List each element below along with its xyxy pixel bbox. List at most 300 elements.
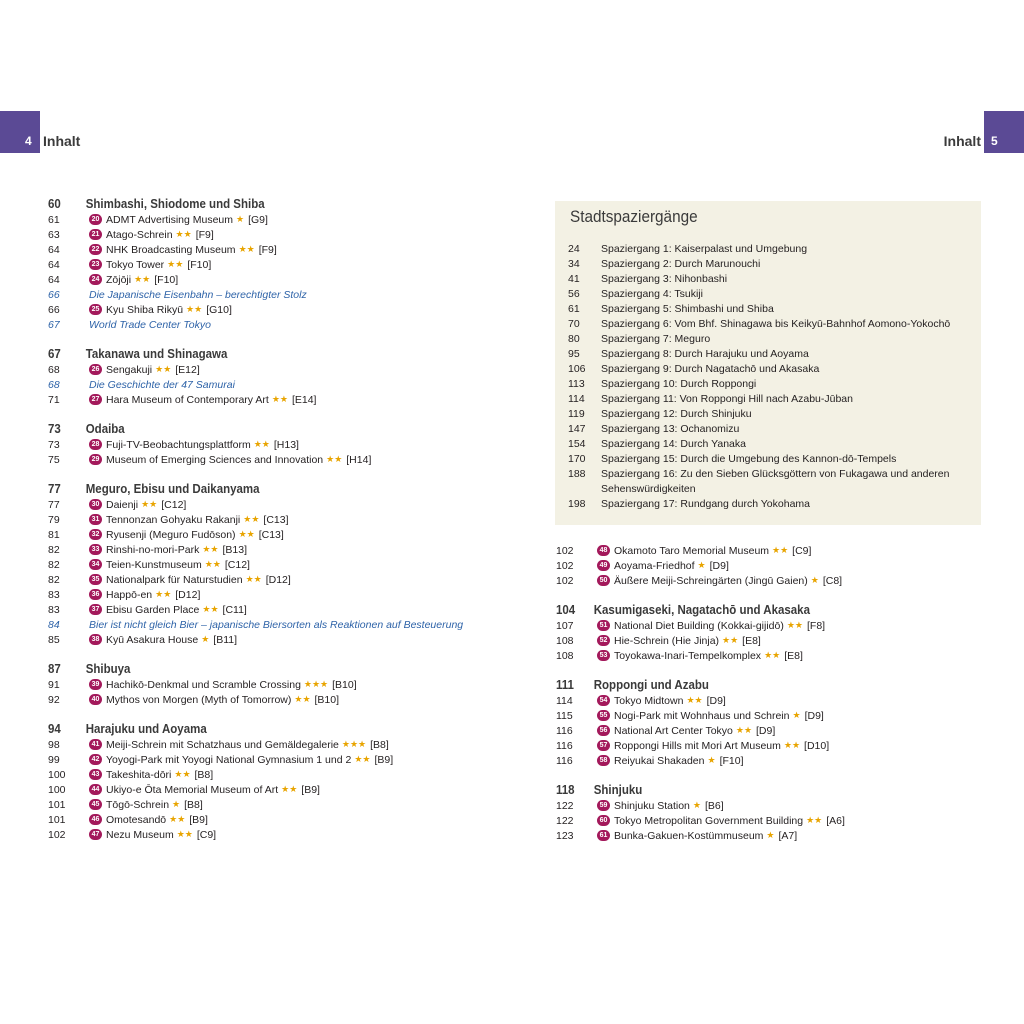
entry-title: Nogi-Park mit Wohnhaus und Schrein	[614, 709, 790, 722]
map-grid-ref: [E14]	[291, 393, 317, 406]
rating-stars: ★★	[174, 769, 191, 779]
sight-number-marker: 43	[89, 769, 102, 780]
walk-item[interactable]	[568, 362, 973, 377]
sight-number-marker: 33	[89, 544, 102, 555]
walk-item[interactable]	[568, 392, 973, 407]
page-number-left: 4	[25, 134, 32, 148]
walk-title: Spaziergang 1: Kaiserpalast und Umgebung	[601, 243, 808, 255]
entry-title: Ebisu Garden Place	[106, 603, 200, 616]
entry-page: 73	[48, 438, 60, 451]
entry-page: 114	[556, 694, 573, 707]
walk-item[interactable]	[568, 377, 973, 392]
rating-stars: ★★	[134, 274, 151, 284]
entry-title: Tennonzan Gohyaku Rakanji	[106, 513, 241, 526]
toc-entry-row[interactable]	[48, 572, 508, 587]
rating-stars: ★★	[169, 814, 186, 824]
rating-stars: ★	[697, 560, 706, 570]
entry-page: 81	[48, 528, 60, 541]
map-grid-ref: [E8]	[742, 634, 761, 647]
sight-number-marker: 46	[89, 814, 102, 825]
walk-title: Spaziergang 7: Meguro	[601, 333, 711, 345]
rating-stars: ★★	[155, 364, 172, 374]
rating-stars: ★	[172, 799, 181, 809]
walk-page: 70	[568, 318, 580, 330]
toc-entry-row[interactable]	[48, 512, 508, 527]
map-grid-ref: [A7]	[778, 829, 798, 842]
toc-entry-row[interactable]	[556, 798, 986, 813]
entry-page: 100	[48, 783, 66, 796]
toc-entry-row[interactable]	[48, 812, 508, 827]
entry-page: 108	[556, 649, 574, 662]
entry-title: Aoyama-Friedhof	[614, 559, 695, 572]
section-title: Takanawa und Shinagawa	[85, 347, 228, 361]
toc-entry-row[interactable]	[48, 737, 508, 752]
walk-title: Spaziergang 9: Durch Nagatachō und Akasaka	[601, 363, 820, 375]
map-grid-ref: [H14]	[346, 453, 372, 466]
entry-page: 102	[556, 574, 574, 587]
entry-page: 64	[48, 258, 60, 271]
entry-title: Ryusenji (Meguro Fudōson)	[106, 528, 236, 541]
rating-stars: ★★	[764, 650, 781, 660]
walk-title: Spaziergang 8: Durch Harajuku und Aoyama	[601, 348, 809, 360]
toc-entry-row[interactable]	[48, 767, 508, 782]
rating-stars: ★	[236, 214, 245, 224]
rating-stars: ★	[792, 710, 801, 720]
sight-number-marker: 25	[89, 304, 102, 315]
sight-number-marker: 23	[89, 259, 102, 270]
toc-note-row[interactable]	[48, 287, 508, 302]
rating-stars: ★★	[772, 545, 789, 555]
entry-page: 79	[48, 513, 60, 526]
entry-title: Die Geschichte der 47 Samurai	[89, 378, 235, 391]
entry-page: 107	[556, 619, 574, 632]
rating-stars: ★	[766, 830, 775, 840]
map-grid-ref: [E12]	[175, 363, 200, 376]
map-grid-ref: [F10]	[719, 754, 744, 767]
toc-note-row[interactable]	[48, 317, 508, 332]
entry-page: 102	[48, 828, 66, 841]
entry-page: 116	[556, 739, 573, 752]
walk-page: 61	[568, 303, 580, 315]
map-grid-ref: [B9]	[301, 783, 320, 796]
rating-stars: ★★	[238, 529, 255, 539]
toc-entry-row[interactable]	[556, 828, 986, 843]
entry-page: 116	[556, 724, 573, 737]
rating-stars: ★★	[245, 574, 262, 584]
sight-number-marker: 20	[89, 214, 102, 225]
entry-page: 108	[556, 634, 574, 647]
toc-entry-row[interactable]	[48, 602, 508, 617]
entry-title: Hachikō-Denkmal und Scramble Crossing	[106, 678, 301, 691]
map-grid-ref: [D9]	[804, 709, 824, 722]
map-grid-ref: [B8]	[370, 738, 389, 751]
section-page: 118	[556, 783, 575, 797]
map-grid-ref: [C12]	[224, 558, 250, 571]
map-grid-ref: [F9]	[195, 228, 214, 241]
toc-section	[48, 196, 508, 332]
map-grid-ref: [C8]	[822, 574, 843, 587]
map-grid-ref: [B9]	[189, 813, 208, 826]
walk-page: 34	[568, 258, 580, 270]
walk-item[interactable]	[568, 272, 973, 287]
running-header-left: Inhalt	[43, 133, 81, 149]
rating-stars: ★★★	[303, 679, 329, 689]
walk-title: Spaziergang 3: Nihonbashi	[601, 273, 728, 285]
sight-number-marker: 56	[597, 725, 610, 736]
entry-page: 101	[48, 798, 66, 811]
rating-stars: ★★	[786, 620, 803, 630]
walk-item[interactable]	[568, 497, 973, 512]
section-heading	[48, 661, 471, 677]
map-grid-ref: [D12]	[175, 588, 201, 601]
toc-entry-row[interactable]	[48, 227, 508, 242]
section-title: Roppongi und Azabu	[593, 678, 709, 692]
toc-note-row[interactable]	[48, 617, 508, 632]
toc-entry-row[interactable]	[48, 242, 508, 257]
entry-title: Teien-Kunstmuseum	[106, 558, 202, 571]
section-heading	[48, 346, 471, 362]
entry-title: Ukiyo-e Ōta Memorial Museum of Art	[106, 783, 279, 796]
map-grid-ref: [D12]	[265, 573, 291, 586]
section-title: Shimbashi, Shiodome und Shiba	[85, 197, 265, 211]
toc-note-row[interactable]	[48, 377, 508, 392]
toc-section	[48, 721, 508, 842]
toc-entry-row[interactable]	[48, 632, 508, 647]
section-title: Shinjuku	[593, 783, 643, 797]
map-grid-ref: [G10]	[206, 303, 232, 316]
walk-item[interactable]	[568, 287, 973, 302]
walk-title: Spaziergang 13: Ochanomizu	[601, 423, 740, 435]
toc-entry-row[interactable]	[48, 497, 508, 512]
entry-page: 75	[48, 453, 60, 466]
toc-left-column	[48, 196, 508, 856]
map-grid-ref: [B8]	[184, 798, 203, 811]
entry-title: Die Japanische Eisenbahn – berechtigter Stolz	[89, 288, 307, 301]
toc-entry-row[interactable]	[48, 437, 508, 452]
map-grid-ref: [B8]	[194, 768, 214, 781]
page-tab-right	[984, 111, 1024, 153]
map-grid-ref: [E8]	[784, 649, 803, 662]
walk-item[interactable]	[568, 317, 973, 332]
entry-title: Tokyo Tower	[106, 258, 165, 271]
entry-title: Hara Museum of Contemporary Art	[106, 393, 269, 406]
toc-entry-row[interactable]	[48, 587, 508, 602]
toc-section	[48, 661, 508, 707]
walk-page: 56	[568, 288, 580, 300]
walk-page: 119	[568, 408, 585, 420]
rating-stars: ★★	[141, 499, 158, 509]
rating-stars: ★	[707, 755, 716, 765]
map-grid-ref: [F9]	[258, 243, 277, 256]
walk-item[interactable]	[568, 422, 973, 437]
map-grid-ref: [G9]	[248, 213, 268, 226]
walk-page: 80	[568, 333, 580, 345]
section-title: Harajuku und Aoyama	[85, 722, 207, 736]
entry-page: 102	[556, 559, 574, 572]
page-number-right: 5	[991, 134, 998, 148]
map-grid-ref: [B10]	[332, 678, 357, 691]
running-header-right: Inhalt	[943, 133, 981, 149]
section-page: 67	[48, 347, 61, 361]
sight-number-marker: 51	[597, 620, 610, 631]
entry-title: Rinshi-no-mori-Park	[106, 543, 200, 556]
section-title: Odaiba	[85, 422, 125, 436]
entry-page: 82	[48, 573, 60, 586]
section-page: 104	[556, 603, 576, 617]
sight-number-marker: 54	[597, 695, 610, 706]
walk-item[interactable]	[568, 332, 973, 347]
entry-page: 92	[48, 693, 60, 706]
rating-stars: ★★	[354, 754, 371, 764]
sight-number-marker: 29	[89, 454, 102, 465]
map-grid-ref: [C9]	[196, 828, 217, 841]
walk-title: Spaziergang 14: Durch Yanaka	[601, 438, 746, 450]
sight-number-marker: 24	[89, 274, 102, 285]
walk-item[interactable]	[568, 347, 973, 362]
map-grid-ref: [B13]	[222, 543, 248, 556]
sight-number-marker: 35	[89, 574, 102, 585]
entry-page: 83	[48, 588, 60, 601]
rating-stars: ★★	[202, 544, 219, 554]
toc-entry-row[interactable]	[556, 648, 986, 663]
toc-entry-row[interactable]	[48, 557, 508, 572]
entry-title: Nationalpark für Naturstudien	[106, 573, 243, 586]
walk-title: Spaziergang 4: Tsukiji	[601, 288, 703, 300]
toc-entry-row[interactable]	[556, 753, 986, 768]
map-grid-ref: [F10]	[154, 273, 179, 286]
toc-entry-row[interactable]	[48, 452, 508, 467]
toc-entry-row[interactable]	[556, 813, 986, 828]
section-heading	[48, 481, 471, 497]
map-grid-ref: [B10]	[314, 693, 340, 706]
rating-stars: ★★★	[341, 739, 367, 749]
walk-item[interactable]	[568, 467, 973, 497]
entry-title: Yoyogi-Park mit Yoyogi National Gymnasium 1 und 2	[106, 753, 352, 766]
walks-title: Stadtspaziergänge	[570, 207, 698, 226]
sight-number-marker: 22	[89, 244, 102, 255]
sight-number-marker: 60	[597, 815, 610, 826]
sight-number-marker: 47	[89, 829, 102, 840]
sight-number-marker: 57	[597, 740, 610, 751]
walk-item[interactable]	[568, 302, 973, 317]
entry-page: 83	[48, 603, 60, 616]
walk-title: Spaziergang 11: Von Roppongi Hill nach Azabu-Jūban	[601, 393, 853, 405]
toc-entry-row[interactable]	[48, 302, 508, 317]
entry-title: Okamoto Taro Memorial Museum	[614, 544, 770, 557]
map-grid-ref: [D9]	[709, 559, 729, 572]
rating-stars: ★★	[735, 725, 753, 735]
entry-page: 116	[556, 754, 573, 767]
entry-title: Tokyo Metropolitan Government Building	[614, 814, 804, 827]
entry-title: Shinjuku Station	[614, 799, 690, 812]
sight-number-marker: 41	[89, 739, 102, 750]
section-heading	[48, 721, 471, 737]
sight-number-marker: 30	[89, 499, 102, 510]
page-tab-left	[0, 111, 40, 153]
entry-page: 101	[48, 813, 66, 826]
section-heading	[556, 602, 952, 618]
toc-section	[48, 481, 508, 647]
toc-entry-row[interactable]	[556, 573, 986, 588]
sight-number-marker: 26	[89, 364, 102, 375]
walk-title: Spaziergang 16: Zu den Sieben Glücksgöttern von Fukagawa und anderen Sehenswürdigkeiten	[601, 468, 950, 495]
toc-entry-row[interactable]	[556, 633, 986, 648]
entry-page: 84	[48, 618, 60, 631]
walk-title: Spaziergang 6: Vom Bhf. Shinagawa bis Keikyū-Bahnhof Aomono-Yokochō	[601, 318, 951, 330]
entry-title: Sengakuji	[106, 363, 153, 376]
section-title: Meguro, Ebisu und Daikanyama	[85, 482, 260, 496]
toc-entry-row[interactable]	[556, 693, 986, 708]
entry-title: Meiji-Schrein mit Schatzhaus und Gemäldegalerie	[106, 738, 339, 751]
section-page: 60	[48, 197, 61, 211]
toc-entry-row[interactable]	[48, 362, 508, 377]
toc-section	[556, 782, 986, 843]
walk-item[interactable]	[568, 257, 973, 272]
map-grid-ref: [D9]	[706, 694, 726, 707]
toc-entry-row[interactable]	[48, 257, 508, 272]
sight-number-marker: 27	[89, 394, 102, 405]
walk-page: 198	[568, 498, 586, 510]
rating-stars: ★★	[176, 829, 193, 839]
map-grid-ref: [C13]	[263, 513, 289, 526]
walk-item[interactable]	[568, 452, 973, 467]
toc-section	[556, 677, 986, 768]
walk-page: 147	[568, 423, 586, 435]
rating-stars: ★★	[722, 635, 739, 645]
toc-entry-row[interactable]	[48, 392, 508, 407]
section-title: Shibuya	[85, 662, 131, 676]
entry-title: Happō-en	[106, 588, 153, 601]
toc-entry-row[interactable]	[556, 708, 986, 723]
entry-page: 122	[556, 814, 574, 827]
map-grid-ref: [B6]	[704, 799, 724, 812]
entry-title: National Diet Building (Kokkai-gijidō)	[614, 619, 784, 632]
entry-title: Zōjōji	[106, 273, 132, 286]
entry-page: 82	[48, 558, 60, 571]
section-page: 73	[48, 422, 61, 436]
map-grid-ref: [H13]	[273, 438, 299, 451]
rating-stars: ★★	[281, 784, 298, 794]
toc-entry-row[interactable]	[556, 738, 986, 753]
entry-page: 64	[48, 243, 60, 256]
sight-number-marker: 36	[89, 589, 102, 600]
entry-title: Roppongi Hills mit Mori Art Museum	[614, 739, 781, 752]
sight-number-marker: 52	[597, 635, 610, 646]
walk-page: 95	[568, 348, 580, 360]
entry-page: 66	[48, 288, 60, 301]
entry-page: 77	[48, 498, 60, 511]
walk-page: 113	[568, 378, 585, 390]
walk-page: 188	[568, 468, 586, 480]
map-grid-ref: [D9]	[756, 724, 776, 737]
toc-entry-row[interactable]	[48, 752, 508, 767]
toc-entry-row[interactable]	[48, 542, 508, 557]
toc-entry-row[interactable]	[48, 782, 508, 797]
walk-title: Spaziergang 12: Durch Shinjuku	[601, 408, 752, 420]
entry-title: Takeshita-dōri	[106, 768, 172, 781]
sight-number-marker: 31	[89, 514, 102, 525]
rating-stars: ★	[201, 634, 210, 644]
toc-entry-row[interactable]	[48, 827, 508, 842]
sight-number-marker: 28	[89, 439, 102, 450]
rating-stars: ★★	[243, 514, 260, 524]
map-grid-ref: [C11]	[222, 603, 247, 616]
section-page: 94	[48, 722, 61, 736]
rating-stars: ★★	[686, 695, 703, 705]
toc-entry-row[interactable]	[556, 618, 986, 633]
toc-section	[556, 543, 986, 588]
map-grid-ref: [B11]	[213, 633, 238, 646]
map-grid-ref: [D10]	[804, 739, 830, 752]
entry-title: Omotesandō	[106, 813, 167, 826]
sight-number-marker: 40	[89, 694, 102, 705]
walk-item[interactable]	[568, 407, 973, 422]
section-heading	[48, 196, 471, 212]
map-grid-ref: [F8]	[806, 619, 826, 632]
entry-page: 122	[556, 799, 574, 812]
walks-list	[568, 242, 973, 512]
entry-title: Bunka-Gakuen-Kostümmuseum	[614, 829, 764, 842]
walk-page: 106	[568, 363, 586, 375]
rating-stars: ★★	[271, 394, 288, 404]
rating-stars: ★	[692, 800, 701, 810]
rating-stars: ★★	[186, 304, 203, 314]
entry-title: Fuji-TV-Beobachtungsplattform	[106, 438, 251, 451]
entry-page: 98	[48, 738, 60, 751]
sight-number-marker: 53	[597, 650, 610, 661]
map-grid-ref: [B9]	[374, 753, 394, 766]
toc-entry-row[interactable]	[48, 677, 508, 692]
entry-page: 66	[48, 303, 60, 316]
entry-page: 91	[48, 678, 60, 691]
rating-stars: ★★	[294, 694, 311, 704]
sight-number-marker: 45	[89, 799, 102, 810]
toc-entry-row[interactable]	[556, 543, 986, 558]
toc-entry-row[interactable]	[48, 212, 508, 227]
toc-entry-row[interactable]	[48, 272, 508, 287]
map-grid-ref: [C12]	[161, 498, 187, 511]
entry-title: Bier ist nicht gleich Bier – japanische Biersorten als Reaktionen auf Besteuerung	[89, 618, 464, 631]
entry-title: Äußere Meiji-Schreingärten (Jingū Gaien)	[614, 574, 808, 587]
section-page: 111	[556, 678, 574, 692]
toc-entry-row[interactable]	[48, 692, 508, 707]
map-grid-ref: [C13]	[258, 528, 284, 541]
entry-title: Toyokawa-Inari-Tempelkomplex	[614, 649, 762, 662]
map-grid-ref: [A6]	[826, 814, 845, 827]
sight-number-marker: 42	[89, 754, 102, 765]
entry-title: Daienji	[106, 498, 139, 511]
toc-entry-row[interactable]	[556, 558, 986, 573]
toc-entry-row[interactable]	[48, 797, 508, 812]
section-heading	[556, 782, 952, 798]
entry-title: Nezu Museum	[106, 828, 174, 841]
entry-title: World Trade Center Tokyo	[89, 318, 211, 331]
toc-entry-row[interactable]	[48, 527, 508, 542]
walk-item[interactable]	[568, 242, 973, 257]
map-grid-ref: [C9]	[792, 544, 812, 557]
walk-item[interactable]	[568, 437, 973, 452]
sight-number-marker: 50	[597, 575, 610, 586]
toc-entry-row[interactable]	[556, 723, 986, 738]
section-page: 77	[48, 482, 61, 496]
entry-page: 85	[48, 633, 60, 646]
walk-title: Spaziergang 10: Durch Roppongi	[601, 378, 757, 390]
toc-section	[48, 421, 508, 467]
sight-number-marker: 55	[597, 710, 610, 721]
rating-stars: ★★	[167, 259, 184, 269]
section-page: 87	[48, 662, 61, 676]
walk-title: Spaziergang 15: Durch die Umgebung des Kannon-dō-Tempels	[601, 453, 897, 465]
